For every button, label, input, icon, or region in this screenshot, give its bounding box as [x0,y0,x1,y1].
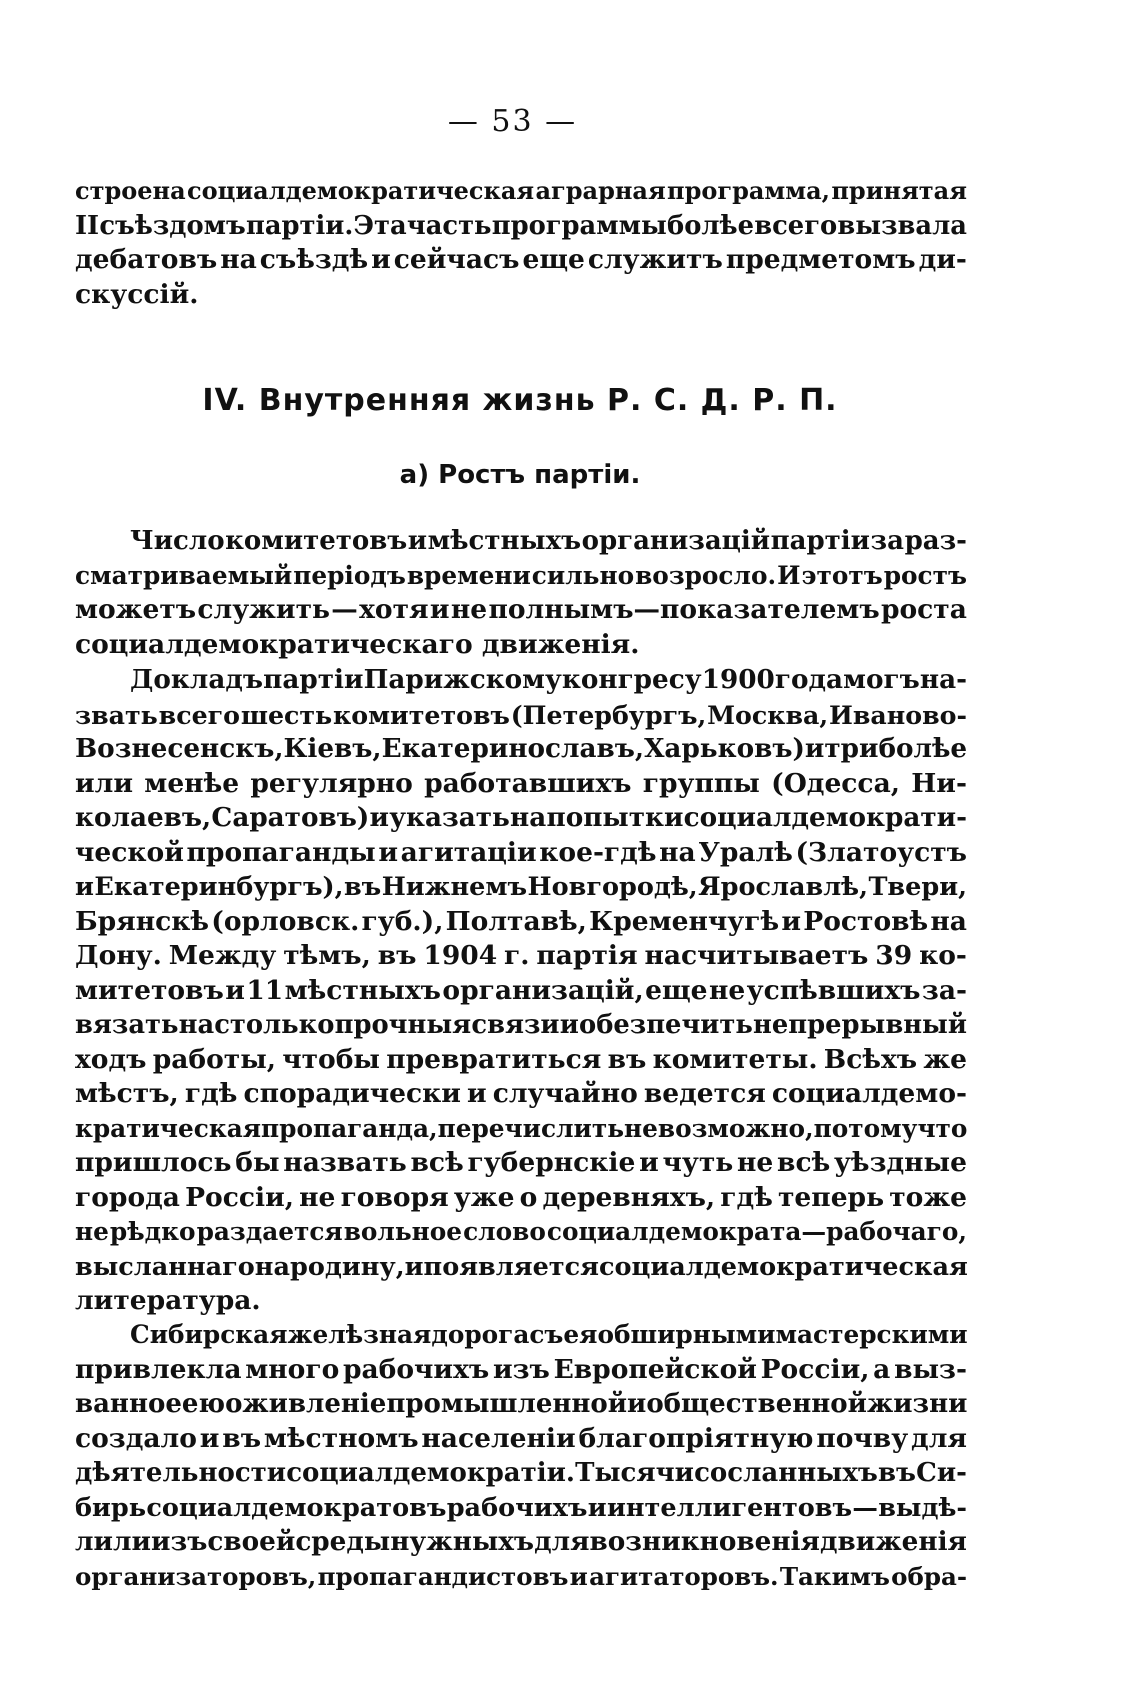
text-line: сматриваемый періодъ времени сильно возросло. И этотъ ростъ [75,560,967,590]
text-line: дебатовъ на съѣздѣ и сейчасъ еще служитъ предметомъ ди- [75,244,967,275]
text-line: Число комитетовъ и мѣстныхъ организацій партіи за раз- [130,526,967,556]
subsection-title: a) Ростъ партіи. [399,460,641,490]
text-line: II съѣздомъ партіи. Эта часть программы болѣе всего вызвала [75,210,967,241]
text-line: вязать настолько прочныя связи и обезпечить непрерывный [75,1010,967,1040]
paragraph-2 [75,663,967,1319]
text-line: Сибирская желѣзная дорога съ ея обширными мастерскими [130,1320,968,1349]
text-line: не рѣдко раздается вольное слово социалдемократа—рабочаго, [75,1217,967,1246]
text-line: создало и въ мѣстномъ населеніи благопріятную почву для [75,1422,967,1454]
text-line: Вознесенскъ, Кіевъ, Екатеринославъ, Харьковъ) и три болѣе [75,733,968,764]
text-line: ческой пропаганды и агитаціи кое-гдѣ на Уралѣ (Златоустъ [75,836,967,868]
text-line: Брянскѣ (орловск. губ.), Полтавѣ, Кременчугѣ и Ростовѣ на [75,905,967,937]
text-line: строена социалдемократическая аграрная программа, принятая [75,176,967,205]
text-line: социалдемократическаго движенія. [75,628,640,660]
text-line: дѣятельности социалдемократіи. Тысячи сосланныхъ въ Си- [75,1458,967,1488]
text-line: можетъ служить — хотя и не полнымъ—показателемъ роста [75,594,967,625]
text-line: Дону. Между тѣмъ, въ 1904 г. партія насчитываетъ 39 ко- [75,940,967,971]
text-line: звать всего шесть комитетовъ (Петербургъ, Москва, Иваново- [75,699,967,730]
text-line: митетовъ и 11 мѣстныхъ организацій, еще не успѣвшихъ за- [75,974,967,1006]
text-line: Докладъ партіи Парижскому конгресу 1900 года могъ на- [130,664,967,695]
paragraph-1 [75,524,967,662]
text-line: кратическая пропаганда, перечислить невозможно, потому что [75,1113,968,1143]
text-line: лили изъ своей среды нужныхъ для возникновенія движенія [75,1526,967,1557]
text-line: скуссій. [75,278,199,310]
text-line: ванное ею оживленіе промышленной и общественной жизни [75,1389,968,1419]
text-line: мѣстъ, гдѣ спорадически и случайно ведется социалдемо- [75,1078,967,1109]
text-line: города Россіи, не говоря уже о деревняхъ, гдѣ теперь тоже [75,1181,967,1213]
text-line: привлекла много рабочихъ изъ Европейской Россіи, а выз- [75,1353,967,1385]
section-title: IV. Внутренняя жизнь Р. С. Д. Р. П. [202,383,838,418]
text-line: или менѣе регулярно работавшихъ группы (Одесса, Ни- [75,767,967,799]
intro-paragraph [75,174,967,312]
page-number: — 53 — [447,104,578,139]
text-line: колаевъ, Саратовъ) и указать на попытки социалдемократи- [75,802,967,833]
paragraph-3 [75,1318,967,1594]
text-line: бирь социалдемократовъ рабочихъ и интеллигентовъ — выдѣ- [75,1492,967,1523]
text-line: ходъ работы, чтобы превратиться въ комитеты. Всѣхъ же [75,1043,967,1075]
text-line: пришлось бы назвать всѣ губернскіе и чуть не всѣ уѣздные [75,1147,967,1178]
text-line: высланнаго на родину, и появляется социалдемократическая [75,1251,968,1282]
text-line: литература. [75,1285,261,1316]
text-line: организаторовъ, пропагандистовъ и агитаторовъ. Такимъ обра- [75,1561,967,1591]
text-line: и Екатеринбургъ), въ Нижнемъ Новгородѣ, Ярославлѣ, Твери, [75,872,967,902]
